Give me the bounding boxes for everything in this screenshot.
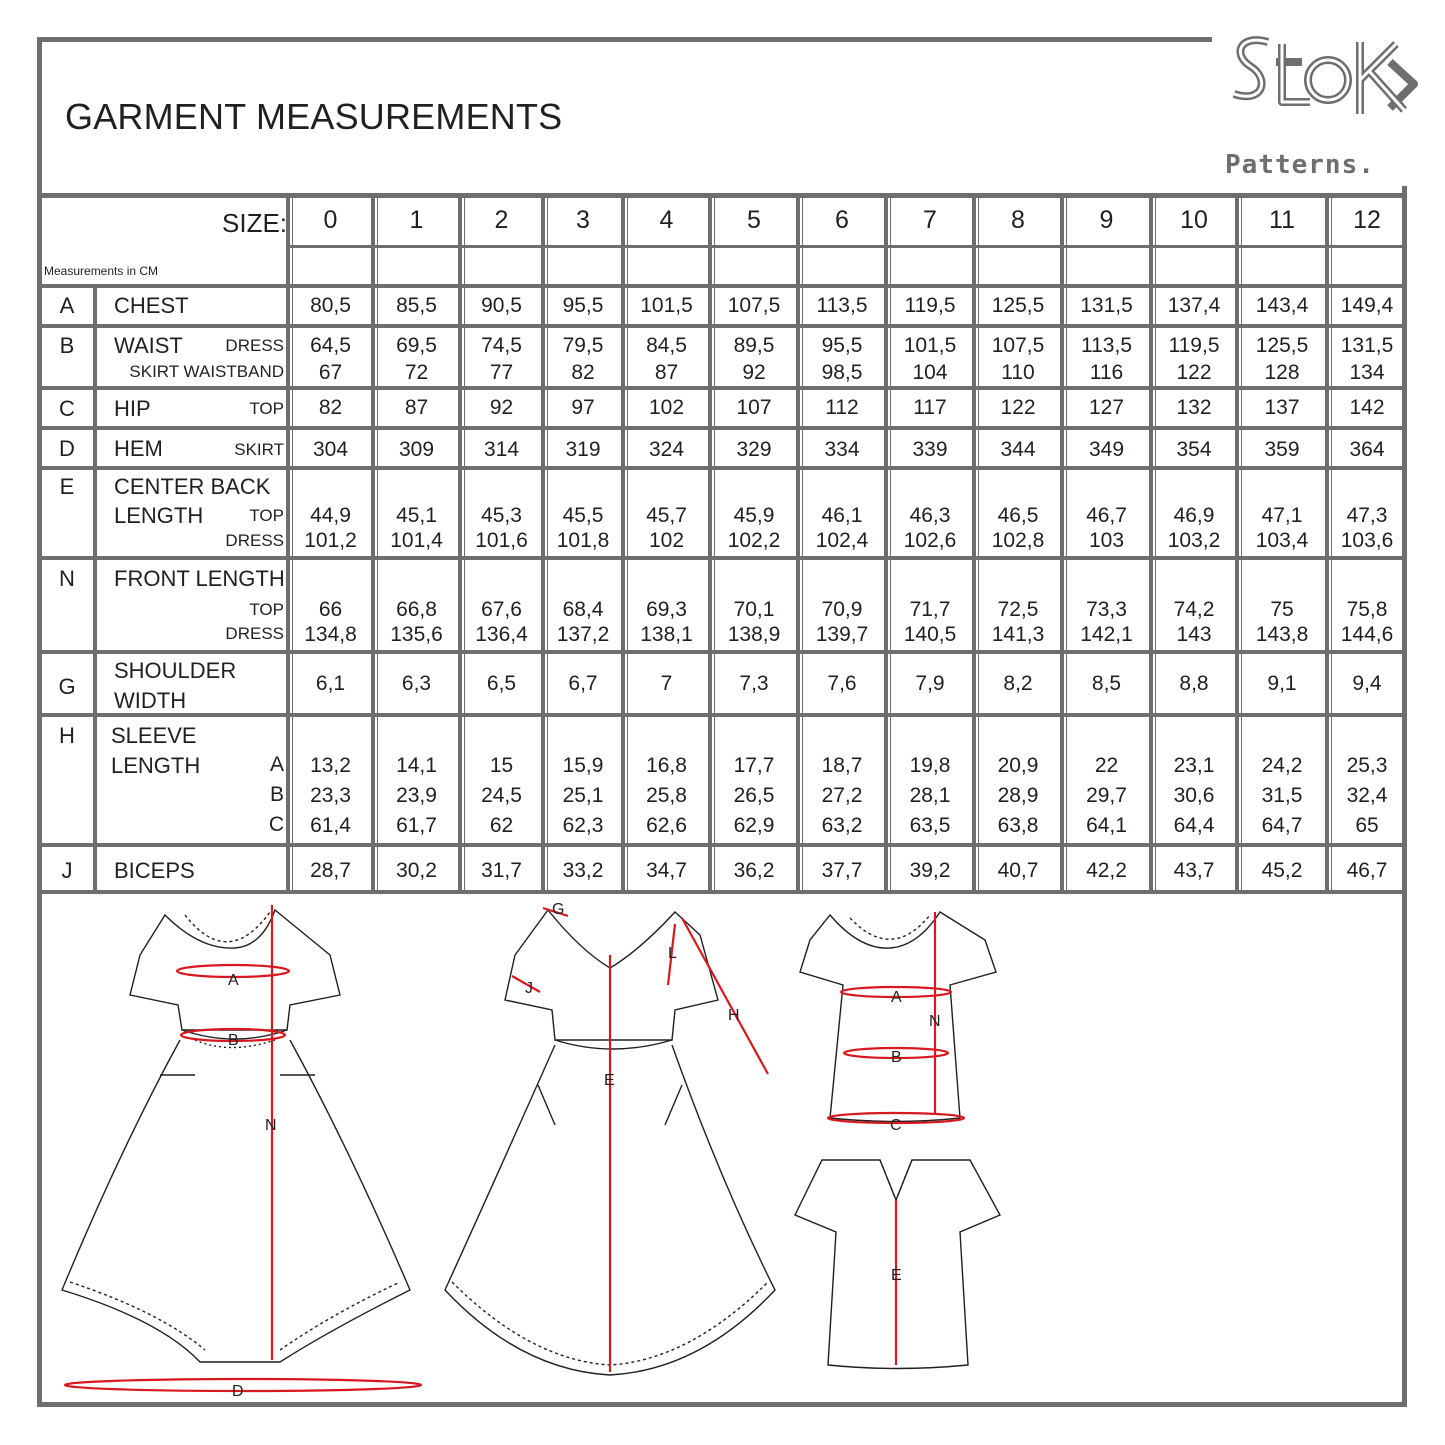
measurement-value: 64,4 [1173,814,1215,837]
measurement-value: 102,2 [727,529,781,552]
measurement-value: 354 [1176,438,1212,461]
measurement-value: 23,9 [396,784,437,807]
measurement-value: 31,5 [1261,784,1303,807]
measurement-value: 17,7 [733,754,775,777]
measurement-value: 304 [312,438,349,461]
measurement-value: 98,5 [821,361,863,384]
measurement-value: 9,1 [1267,672,1297,695]
measurement-value: 47,1 [1261,504,1303,527]
measurement-value: 45,1 [396,504,437,527]
measurement-value: 90,5 [481,294,522,317]
measurement-value: 9,4 [1352,672,1382,695]
measurement-value: 7 [660,672,673,695]
measurement-value: 107,5 [727,294,781,317]
size-header: 9 [1099,206,1114,234]
measurement-value: 117 [913,396,947,419]
measurement-value: 107 [736,396,772,419]
measurement-value: 329 [736,438,772,461]
measurement-value: 79,5 [562,334,604,357]
measurement-value: 64,5 [310,334,351,357]
diagram-label-top-n: N [929,1013,941,1030]
measurement-value: 344 [1000,438,1036,461]
measurement-value: 72 [404,361,429,384]
row-label: WIDTH [114,688,187,713]
row-label: BICEPS [114,858,195,883]
row-sublabel: B [269,783,284,806]
measurement-value: 62,3 [562,814,604,837]
measurement-value: 80,5 [310,294,351,317]
measurement-value: 6,1 [315,672,346,695]
measurement-value: 8,2 [1003,672,1033,695]
diagram-label-d: D [232,1383,244,1400]
measurement-value: 132 [1176,396,1212,419]
measurement-value: 128 [1264,361,1300,384]
measurement-value: 67,6 [481,598,522,621]
measurement-value: 68,4 [562,598,604,621]
measurement-value: 18,7 [821,754,863,777]
row-sublabel: DRESS [225,531,284,550]
row-label: WAIST [114,333,183,358]
measurement-value: 15 [489,754,514,777]
diagram-label-a: A [228,972,239,989]
measurement-value: 84,5 [646,334,687,357]
top-front-drawing [800,912,996,1122]
dress-front-measures [65,905,421,1391]
measurement-value: 339 [912,438,948,461]
measurement-value: 65 [1355,814,1379,837]
measurement-value: 137 [1264,396,1300,419]
measurement-value: 87 [654,361,679,384]
measurement-value: 25,8 [646,784,687,807]
diagram-label-h: H [728,1007,740,1024]
measurement-value: 45,7 [646,504,687,527]
size-header: 10 [1180,206,1208,234]
size-header: 7 [923,206,937,234]
measurement-value: 24,2 [1261,754,1303,777]
top-back-drawing [795,1160,1000,1369]
measurement-value: 42,2 [1086,859,1127,882]
measurement-value: 8,8 [1179,672,1209,695]
row-sublabel: SKIRT WAISTBAND [129,362,284,381]
measurement-value: 103,4 [1255,529,1309,552]
measurement-value: 95,5 [562,294,604,317]
diagram-label-j: J [525,980,533,997]
measurement-value: 43,7 [1173,859,1215,882]
size-header: 4 [659,206,674,234]
measurement-value: 113,5 [816,294,868,317]
measurement-value: 71,7 [909,598,951,621]
measurement-value: 27,2 [821,784,863,807]
row-letter: B [59,333,75,358]
measurement-value: 28,9 [997,784,1039,807]
measurement-value: 359 [1264,438,1300,461]
measurement-value: 116 [1089,361,1124,384]
row-letter: N [59,566,75,591]
row-letter: E [59,474,75,499]
size-header: 0 [323,206,338,234]
measurement-value: 19,8 [909,754,951,777]
size-header: 3 [576,206,590,234]
measurement-value: 63,5 [909,814,951,837]
size-header: 11 [1269,206,1295,234]
measurement-value: 87 [404,396,429,419]
measurement-value: 89,5 [733,334,775,357]
measurement-value: 144,6 [1340,623,1394,646]
measurement-value: 149,4 [1340,294,1394,317]
measurement-value: 142 [1349,396,1385,419]
measurement-value: 92 [742,361,766,384]
measurement-value: 141,3 [991,623,1045,646]
measurement-value: 137,2 [556,623,610,646]
top-front-measures [828,912,964,1123]
measurement-value: 85,5 [396,294,437,317]
measurement-value: 364 [1349,438,1385,461]
measurement-value: 70,1 [733,598,775,621]
measurement-value: 61,7 [396,814,437,837]
measurement-value: 103,6 [1340,529,1394,552]
measurement-value: 37,7 [821,859,863,882]
diagram-label-top-b: B [891,1049,902,1066]
measurement-value: 101,5 [640,294,693,317]
measurement-value: 125,5 [991,294,1045,317]
measurement-value: 95,5 [821,334,863,357]
measurement-value: 61,4 [310,814,351,837]
garment-diagrams [40,895,1405,1400]
row-sublabel: A [269,753,284,776]
measurement-value: 309 [398,438,435,461]
measurement-value: 7,6 [827,672,857,695]
row-letter: H [59,723,75,748]
row-label: HEM [114,436,163,461]
measurement-value: 143,4 [1255,294,1309,317]
measurement-value: 45,2 [1261,859,1303,882]
diagram-label-e: E [604,1072,615,1089]
measurement-value: 134,8 [304,623,357,646]
measurement-value: 6,7 [568,672,598,695]
measurement-value: 97 [571,396,595,419]
row-label: CHEST [114,293,189,318]
measurement-value: 66 [318,598,343,621]
measurement-value: 74,2 [1173,598,1215,621]
measurement-value: 62 [489,814,514,837]
measurement-value: 23,1 [1173,754,1215,777]
measurement-value: 22 [1094,754,1119,777]
row-label: LENGTH [111,753,201,778]
measurement-value: 102,6 [903,529,957,552]
measurement-value: 46,9 [1173,504,1215,527]
row-letter: J [61,858,73,883]
measurement-value: 119,5 [904,294,956,317]
measurement-value: 69,3 [646,598,687,621]
measurement-value: 137,4 [1167,294,1221,317]
measurement-value: 131,5 [1340,334,1394,357]
row-label: SLEEVE [111,723,197,748]
measurement-value: 69,5 [396,334,437,357]
size-header: 6 [835,206,849,234]
row-letter: G [58,674,76,699]
measurement-value: 63,2 [821,814,863,837]
measurement-value: 70,9 [821,598,863,621]
measurement-value: 136,4 [475,623,528,646]
measurement-value: 125,5 [1255,334,1309,357]
size-header: 2 [494,206,509,234]
measurement-value: 67 [318,361,343,384]
measurement-value: 139,7 [815,623,869,646]
row-label: FRONT LENGTH [114,566,285,591]
measurement-value: 142,1 [1080,623,1133,646]
size-header: 5 [747,206,761,234]
measurement-value: 92 [489,396,514,419]
measurement-value: 103,2 [1167,529,1221,552]
measurement-value: 62,9 [733,814,775,837]
measurement-value: 32,4 [1346,784,1388,807]
row-sublabel: DRESS [225,624,284,643]
measurement-value: 40,7 [997,859,1039,882]
diagram-label-n: N [265,1117,277,1134]
measurement-value: 16,8 [646,754,687,777]
measurement-value: 101,5 [903,334,957,357]
measurement-value: 82 [571,361,595,384]
diagram-label-l: L [668,945,677,962]
measurement-value: 7,3 [739,672,769,695]
row-letter: A [59,293,75,318]
measurement-value: 47,3 [1346,504,1388,527]
measurement-value: 122 [1176,361,1212,384]
measurement-value: 104 [912,361,948,384]
measurement-value: 46,7 [1086,504,1127,527]
measurement-value: 334 [824,438,860,461]
measurement-value: 64,7 [1261,814,1303,837]
measurement-value: 6,5 [486,672,517,695]
row-label: SHOULDER [114,658,237,683]
measurement-value: 62,6 [646,814,687,837]
measurement-value: 29,7 [1086,784,1127,807]
measurement-value: 314 [483,438,520,461]
measurement-value: 112 [825,396,859,419]
size-header: 8 [1011,206,1025,234]
row-sublabel: TOP [249,399,284,418]
units-note: Measurements in CM [44,264,159,278]
measurement-value: 102,4 [815,529,869,552]
measurement-value: 101,8 [556,529,610,552]
measurement-value: 15,9 [562,754,604,777]
measurement-value: 131,5 [1080,294,1133,317]
row-sublabel: TOP [249,600,284,619]
measurement-value: 23,3 [310,784,351,807]
measurement-value: 6,3 [401,672,432,695]
measurement-value: 102 [648,396,685,419]
measurement-value: 77 [489,361,514,384]
measurement-value: 34,7 [646,859,687,882]
measurement-value: 134 [1349,361,1385,384]
diagram-label-top-c: C [890,1117,902,1134]
measurement-value: 102,8 [991,529,1045,552]
measurement-value: 46,5 [997,504,1039,527]
measurement-value: 119,5 [1168,334,1220,357]
row-label: LENGTH [114,503,204,528]
measurement-value: 46,1 [821,504,863,527]
page-title: GARMENT MEASUREMENTS [65,96,563,137]
measurement-value: 349 [1088,438,1125,461]
measurement-value: 39,2 [909,859,951,882]
brand-tagline: Patterns. [1225,150,1375,180]
measurement-value: 102 [648,529,685,552]
measurement-value: 63,8 [997,814,1039,837]
measurement-value: 46,7 [1346,859,1388,882]
measurement-value: 135,6 [390,623,443,646]
measurement-value: 8,5 [1091,672,1122,695]
measurement-value: 24,5 [481,784,522,807]
size-label: SIZE: [222,208,288,238]
row-sublabel: C [268,813,284,836]
row-letter: C [59,396,75,421]
measurement-value: 143 [1176,623,1212,646]
measurement-value: 36,2 [733,859,775,882]
measurement-value: 46,3 [909,504,951,527]
measurement-value: 31,7 [481,859,522,882]
measurement-value: 44,9 [310,504,351,527]
measurement-value: 324 [648,438,685,461]
measurement-value: 64,1 [1086,814,1127,837]
measurement-value: 30,6 [1173,784,1215,807]
measurement-value: 122 [1000,396,1036,419]
diagram-label-top-a: A [891,989,902,1006]
measurement-value: 127 [1088,396,1125,419]
measurement-value: 138,9 [727,623,781,646]
measurement-value: 26,5 [733,784,775,807]
measurement-value: 82 [318,396,343,419]
measurement-value: 13,2 [310,754,351,777]
measurement-value: 101,2 [304,529,357,552]
row-sublabel: TOP [249,506,284,525]
diagram-label-top-e: E [891,1267,902,1284]
measurement-value: 45,3 [481,504,522,527]
measurement-value: 25,3 [1346,754,1388,777]
row-sublabel: DRESS [225,336,284,355]
dress-back-measures [512,908,768,1372]
size-header: 1 [409,206,424,234]
size-header: 12 [1353,206,1381,234]
measurement-value: 28,1 [909,784,951,807]
measurement-value: 14,1 [396,754,437,777]
measurement-value: 20,9 [997,754,1039,777]
measurement-value: 30,2 [396,859,437,882]
measurement-value: 143,8 [1255,623,1309,646]
measurement-value: 103 [1088,529,1125,552]
row-sublabel: SKIRT [234,440,284,459]
measurement-value: 113,5 [1081,334,1132,357]
diagram-label-b: B [228,1032,239,1049]
measurement-value: 75,8 [1346,598,1388,621]
measurement-value: 101,4 [390,529,443,552]
row-label: CENTER BACK [114,474,271,499]
diagram-label-g: G [552,901,565,918]
measurement-value: 25,1 [562,784,604,807]
logo-mark-icon [1220,14,1420,154]
measurement-value: 101,6 [475,529,528,552]
measurement-value: 7,9 [915,672,945,695]
measurement-value: 73,3 [1086,598,1127,621]
measurement-value: 110 [1001,361,1035,384]
measurement-value: 107,5 [991,334,1045,357]
measurement-value: 72,5 [997,598,1039,621]
measurement-value: 75 [1270,598,1294,621]
measurement-value: 74,5 [481,334,522,357]
measurement-value: 33,2 [562,859,604,882]
measurement-value: 140,5 [903,623,957,646]
row-label: HIP [114,396,151,421]
measurement-value: 28,7 [310,859,351,882]
row-letter: D [59,436,75,461]
measurement-value: 319 [565,438,601,461]
measurement-value: 45,5 [562,504,604,527]
measurement-value: 45,9 [733,504,775,527]
measurement-value: 66,8 [396,598,437,621]
measurement-value: 138,1 [640,623,693,646]
